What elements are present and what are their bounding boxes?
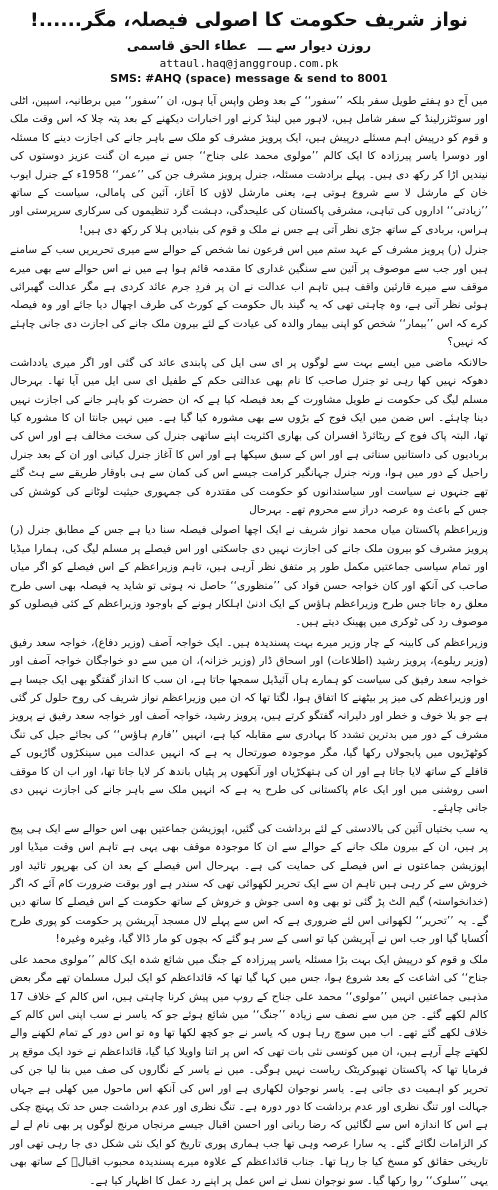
author-name: عطاء الحق قاسمی: [126, 39, 248, 54]
sms-line: SMS: #AHQ (space) message & send to 8001: [110, 72, 388, 85]
paragraph: جنرل (ر) پرویز مشرف کے عہد ستم میں اس فرعون نما شخص کے حوالے سے میری تحریریں سب کے سامنے ہیں اور جب سے موصوف پر آئین سے سنگین غداری کا مقدمہ قائم ہوا ہے میں نے اس حوالے سے بھی میرے موقف سے میرے قارئین واقف ہیں تاہم اب عدالت نے ان پر فردِ جرم عائد کردی ہے مگر عدالت گھبرائی ہوئی نظر آتی ہے، وہ چاہتی تھی کہ یہ گیند بال حکومت کے کورٹ کی طرف اچھال دیا جائے اور وہ فیصلہ کرے کہ اس ’’بیمار‘‘ شخص کو اپنی بیمار والدہ کی عیادت کے لئے بیرون ملک جانے کی اجازت دی جانی چاہئے کہ نہیں؟: [10, 244, 488, 349]
column-name: روزن دیوار سے: [275, 39, 372, 54]
paragraph: یہ سب بختیاں آئین کی بالادستی کے لئے برداشت کی گئیں، اپوزیشن جماعتیں بھی اس حوالے سے ایک ہی پیج پر ہیں، ان کے بیرون ملک جانے کے حوالے سے ان کا موجودہ موقف بھی یہی ہے تاہم اس وقت میڈیا اور اپوزیشن جماعتوں نے اس فیصلے کی حمایت کی ہے۔ بہرحال اس فیصلے کے بعد ان کی بھرپور تائید اور خروش سے کر رہی ہیں تاہم ان سے ایک تحریر لکھوائی تھی کہ سندر ہے اور بوقت ضرورت کام آئے کہ اگر (خدانخواستہ) گیم الٹ پڑ گئی تو بھی وہ اسی جوش و خروش کے ساتھ حکومت کے اس فیصلے کا ساتھ دیں گے۔ یہ ’’تحریر‘‘ لکھوانی اس لئے ضروری ہے کہ اس سے پہلے لال مسجد آپریشن پر حکومت کو پوری طرح اُکسایا گیا اور جب اس نے آپریشن کیا تو اسی کے سر ہو گئے کہ بچوں کو مار ڈالا گیا، وغیرہ وغیرہ!: [10, 822, 488, 946]
paragraph: ملک و قوم کو درپیش ایک بہت بڑا مسئلہ یاسر پیرزادہ کے جنگ میں شائع شدہ ایک کالم ’’مولوی محمد علی جناح‘‘ کی اشاعت کے بعد شروع ہوا، جس میں کہا گیا تھا کہ قائداعظم کو ایک لبرل مسلمان تھے مگر بعض مذہبی جماعتیں انہیں ’’مولوی‘‘ محمد علی جناح کے روپ میں پیش کرنا چاہتی ہیں، اس کالم کے خلاف 17 کالم لکھے گئے۔ جن میں سے نصف سے زیادہ ’’جنگ‘‘ میں شائع ہوئے جو کہ یاسر نے سب اپنی اس کالم کے خلاف لکھے گئے تھے۔ اب میں سوچ رہا ہوں کہ یاسر نے جو کچھ لکھا تھا وہ تو اس دور کے تمام لکھنے والے لکھتے چلے آرہے ہیں، ان میں کونسی نئی بات تھی کہ اس پر اتنا واویلا کیا گیا، قائداعظم نے خود ایک موقع پر فرمایا تھا کہ پاکستان تھیوکریٹک ریاست نہیں ہوگی۔ میں نے یاسر کے نگاروں کی صف میں بنا لیا جن کی تحریر کو اہمیت دی جاتی ہے۔ یاسر نوجوان لکھاری ہے اور اس کی آنکھ اس ماحول میں کھلی ہے جہاں جہالت اور تنگ نظری اور عدم برداشت کا دور دورہ ہے۔ تنگ نظری اور عدم برداشت جس حد تک پہنچ چکی ہے اس کا اندازہ اس سے لگائیں کہ رضا ربانی اور احسن اقبال جیسے مرنجاں مرنج لوگوں پر بھی نام لے لے کر الزامات لگائے گئے۔ یہ سارا عرصہ وہی تھا جب ہماری پوری تاریخ کو ایک نئی شکل دی جا رہی تھی اور تاریخی حقائق کو مسخ کیا جا رہا تھا۔ جناب قائداعظم کے علاوہ میرے پسندیدہ محبوب اقبالؒ کے ساتھ بھی یہی ’’سلوک‘‘ روا رکھا گیا۔ سو نوجوان نسل نے اس عمل پر اپنے رد عمل کا اظہار کیا ہے۔: [10, 953, 488, 1187]
author-email: attaul.haq@janggroup.com.pk: [159, 57, 339, 70]
paragraph: وزیراعظم کی کابینہ کے چار وزیر میرے بہت پسندیدہ ہیں۔ ایک خواجہ آصف (وزیر دفاع)، خواجہ سعد رفیق (وزیر ریلوے)، پرویز رشید (اطلاعات) اور اسحاق ڈار (وزیر خزانہ)، ان میں سے دو خواجگان خواجہ آصف اور خواجہ سعد رفیق کی سیاست کو ہمارے ہاں آئیڈیل سمجھا جاتا ہے، ان سب کا انداز گفتگو بھی ایک جیسا ہے اور وزیراعظم کی میز پر بیٹھنے کا اتفاق ہوا، لگتا تھا کہ ان میں وزیراعظم نواز شریف کی روح حلول کر گئی ہے جو بلا خوف و خطر اور دلیرانہ گفتگو کرتے ہیں، پرویز رشید، خواجہ آصف اور خواجہ سعد رفیق نے پرویز مشرف کے دور میں بدترین تشدد کا بہادری سے مقابلہ کیا ہے، انہیں ’’فارم ہاؤس‘‘ کی بجائے جیل کی تنگ کوٹھڑیوں میں پابجولاں رکھا گیا، مگر موجودہ صورتحال یہ ہے کہ انہیں عدالت میں سینکڑوں گاڑیوں کے قافلے کے ساتھ لایا جاتا ہے اور ان کی ہتھکڑیاں اور آنکھوں پر پٹیاں باندھ کر لایا جاتا تھا، اور اب ان کا موقف اسی روشنی میں اور ایک عام پاکستانی کی طرح یہ ہے کہ انہیں ملک سے باہر جانے کی اجازت نہیں دی جانی چاہئے۔: [10, 636, 488, 815]
headline: نواز شریف حکومت کا اصولی فیصلہ، مگر......!: [30, 9, 468, 31]
byline: روزن دیوار سے ـــ عطاء الحق قاسمی: [126, 39, 372, 54]
paragraph: میں آج دو ہفتے طویل سفر بلکہ ’’سفور‘‘ کے بعد وطن واپس آیا ہوں، ان ’’سفور‘‘ میں برطانیہ، اسپین، اٹلی اور سوئٹزرلینڈ کے سفر شامل ہیں، لاہور میں لینڈ کرنے اور اخبارات دیکھنے کے بعد پتہ چلا کہ اس وقت ملک و قوم کو درپیش اہم مسئلے درپیش ہیں، ایک پرویز مشرف کو ملک سے باہر جانے کی اجازت دینے کا مسئلہ اور دوسرا یاسر پیرزادہ کا ایک کالم ’’مولوی محمد علی جناح‘‘ جس نے میرے ان گنت عزیز دوستوں کی نیندیں اڑا کر رکھ دی ہیں۔ پہلے برادشت مسئلہ، جنرل پرویز مشرف جن کی ’’عمر‘‘ 1958ء کے جنرل ایوب خان کے مارشل لا سے شروع ہوتی ہے، یعنی مارشل لاؤں کا آغاز، آئین کی پامالی، سیاست کے ساتھ ’’زیادتی‘‘ اداروں کی تباہی، مشرقی پاکستان کی علیحدگی، دہشت گرد تنظیموں کی سرکاری سرپرستی اور ہراس، بربادی کے ساتھ جڑی نظر آتی ہے جس نے ملک و قوم کی بنیادیں ہلا کر رکھ دی ہیں!: [10, 95, 488, 236]
article-body: [10, 92, 488, 1190]
paragraph: وزیراعظم پاکستان میاں محمد نواز شریف نے ایک اچھا اصولی فیصلہ سنا دیا ہے جس کے مطابق جنرل (ر) پرویز مشرف کو بیرون ملک جانے کی اجازت نہیں دی جاسکتی اور اس فیصلے پر مسلم لیگ کی، ہمارا میڈیا اور تمام سیاسی جماعتیں مکمل طور پر متفق نظر آرہی ہیں، تاہم وزیراعظم کے اس فیصلے کو اگر میاں صاحب کی آنکھ اور کان خواجہ حسن فواد کی ’’منظوری‘‘ حاصل نہ ہوتی تو شاید یہ فیصلہ بھی اسی طرح معلق رہ جاتا جس طرح وزیراعظم ہاؤس کے ایک ادنیٰ اہلکار ہونے کے باوجود وزیراعظم کے کئی فیصلوں کو موصوف رد کی ٹوکری میں پھینک دیتے ہیں۔: [10, 524, 488, 629]
paragraph: حالانکہ ماضی میں ایسے بہت سے لوگوں پر ای سی ایل کی پابندی عائد کی گئی اور اگر میری یادداشت دھوکہ نہیں کھا رہی تو جنرل صاحب کا نام بھی عدالتی حکم کے طفیل ای سی ایل میں آیا تھا۔ بہرحال مسلم لیگ کی حکومت نے طویل مشاورت کے بعد فیصلہ کیا ہے کہ ان حضرت کو باہر جانے کی اجازت نہیں دینا چاہئے۔ اس ضمن میں ایک فوج کے بڑوں سے بھی مشورہ کیا گیا ہے۔ میں نہیں جانتا ان کا مشورہ کیا تھا، البتہ پاک فوج کے ریٹائرڈ افسران کی بھاری اکثریت اپنے ساتھی جنرل کی سخت مخالف ہے اور اس کی بربادیوں کی داستانیں سناتی ہے اور اس کے سبق سیکھا ہے اور اس کا آغاز جنرل کیانی اور ان کے بعد جنرل راحیل کے دور میں ہوا، ورنہ جنرل جہانگیر کرامت جیسے اس کی کمان سے ہی باوقار طریقے سے ہٹ گئے تھے جنہوں نے سیاست اور سیاستدانوں کو حکومت کی مقتدرہ کی جمہوری حیثیت لوٹانے کی کوشش کی جس کے باعث وہ عرصہ دراز سے محروم تھے۔ بہرحال: [10, 356, 488, 516]
